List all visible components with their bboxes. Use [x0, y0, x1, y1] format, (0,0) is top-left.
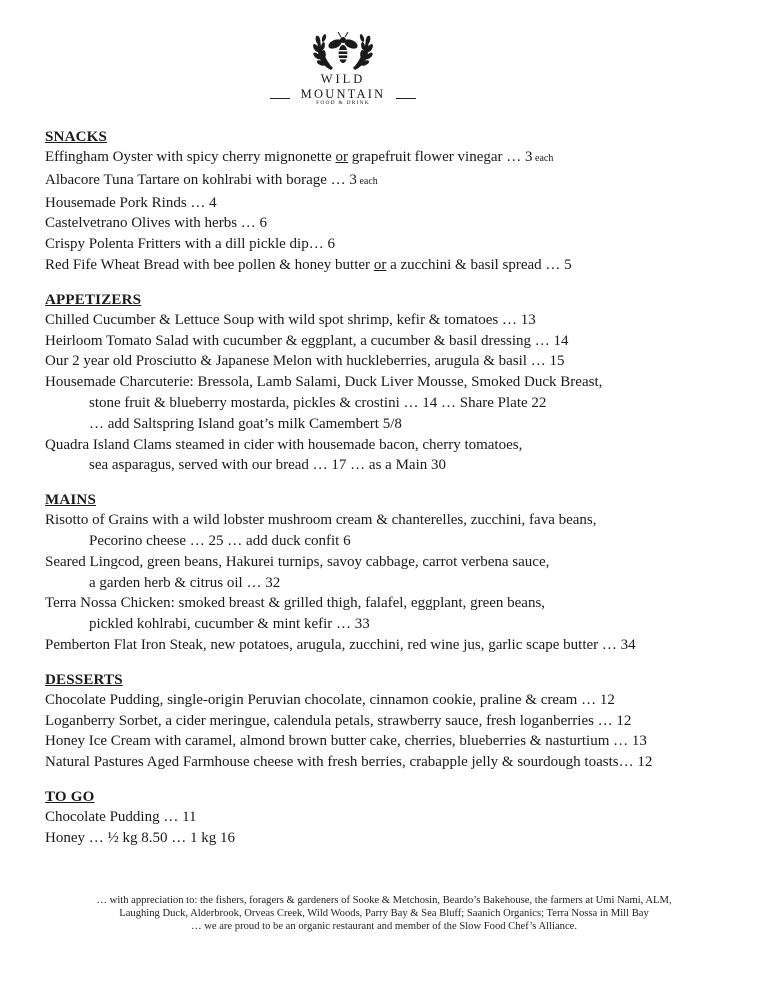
bee-wreath-icon [311, 30, 375, 72]
menu-item: Our 2 year old Prosciutto & Japanese Melon with huckleberries, arugula & basil … 15 [45, 353, 565, 370]
menu-item-continuation: Pecorino cheese … 25 … add duck confit 6 [89, 532, 351, 549]
section-appetizers [45, 290, 745, 476]
logo-rule-left [270, 98, 290, 99]
item-each: each [356, 175, 378, 187]
section-mains [45, 490, 745, 656]
logo-line-wild: WILD [320, 72, 366, 86]
menu-item: Crispy Polenta Fritters with a dill pickle dip… 6 [45, 236, 335, 253]
logo-line-mountain: MOUNTAIN [300, 87, 386, 101]
item-text-rest: grapefruit flower vinegar … 3 [348, 149, 533, 165]
section-heading: APPETIZERS [45, 291, 142, 308]
item-text: Albacore Tuna Tartare on kohlrabi with borage … 3 [45, 171, 357, 188]
menu-item-continuation: stone fruit & blueberry mostarda, pickles & crostini … 14 … Share Plate 22 [89, 394, 547, 411]
menu-item: Housemade Pork Rinds … 4 [45, 194, 217, 211]
menu-item: Honey … ½ kg 8.50 … 1 kg 16 [45, 829, 235, 846]
footer-acknowledgements [40, 894, 728, 933]
menu-item: Housemade Charcuterie: Bressola, Lamb Salami, Duck Liver Mousse, Smoked Duck Breast, [45, 374, 603, 391]
logo-line-food-drink: FOOD & DRINK [316, 100, 370, 106]
menu-item [45, 170, 745, 193]
menu-item: Natural Pastures Aged Farmhouse cheese with fresh berries, crabapple jelly & sourdough toasts… 12 [45, 754, 653, 771]
menu-item: Chocolate Pudding, single-origin Peruvian chocolate, cinnamon cookie, praline & cream … 12 [45, 691, 615, 708]
menu-item: Castelvetrano Olives with herbs … 6 [45, 215, 268, 232]
menu-item-continuation: pickled kohlrabi, cucumber & mint kefir … 33 [89, 616, 370, 633]
item-each: each [532, 153, 554, 164]
menu-body [45, 127, 745, 863]
section-heading: TO GO [45, 788, 95, 805]
item-text: Effingham Oyster with spicy cherry mignonette [45, 149, 336, 165]
footer-line: … we are proud to be an organic restaurant and member of the Slow Food Chef’s Alliance. [190, 921, 578, 932]
menu-item: Chocolate Pudding … 11 [45, 808, 197, 825]
item-or: or [373, 256, 387, 273]
section-heading: DESSERTS [45, 671, 123, 688]
item-text: Red Fife Wheat Bread with bee pollen & honey butter [45, 256, 374, 273]
menu-item-continuation: sea asparagus, served with our bread … 17 … as a Main 30 [89, 457, 446, 474]
logo-mountain-row [268, 85, 418, 99]
menu-item: Quadra Island Clams steamed in cider with housemade bacon, cherry tomatoes, [45, 436, 523, 453]
section-heading: SNACKS [45, 129, 108, 145]
section-snacks [45, 127, 745, 276]
section-desserts [45, 670, 745, 773]
section-heading: MAINS [45, 492, 97, 509]
section-to-go [45, 787, 745, 849]
restaurant-logo [268, 30, 418, 110]
item-or: or [335, 149, 348, 165]
menu-item-continuation: … add Saltspring Island goat’s milk Camembert 5/8 [89, 415, 402, 432]
footer-line: … with appreciation to: the fishers, foragers & gardeners of Sooke & Metchosin, Beardo’s Bakehouse, the farmers at Umi Nami, ALM, [96, 895, 672, 906]
menu-item: Honey Ice Cream with caramel, almond brown butter cake, cherries, blueberries & nasturtium … 13 [45, 733, 647, 750]
menu-item [45, 255, 745, 276]
footer-line: Laughing Duck, Alderbrook, Orveas Creek, Wild Woods, Parry Bay & Sea Bluff; Saanich Organics; Terra Nossa in Mill Bay [119, 908, 649, 919]
menu-item: Seared Lingcod, green beans, Hakurei turnips, savoy cabbage, carrot verbena sauce, [45, 553, 550, 570]
menu-item: Chilled Cucumber & Lettuce Soup with wild spot shrimp, kefir & tomatoes … 13 [45, 311, 536, 328]
menu-item: Loganberry Sorbet, a cider meringue, calendula petals, strawberry sauce, fresh loganberries … 12 [45, 712, 632, 729]
menu-item [45, 147, 745, 170]
menu-item: Terra Nossa Chicken: smoked breast & grilled thigh, falafel, eggplant, green beans, [45, 595, 546, 612]
menu-item: Pemberton Flat Iron Steak, new potatoes, arugula, zucchini, red wine jus, garlic scape butter … 34 [45, 636, 636, 653]
menu-item: Risotto of Grains with a wild lobster mushroom cream & chanterelles, zucchini, fava beans, [45, 512, 597, 529]
item-text-rest: a zucchini & basil spread … 5 [386, 256, 572, 273]
menu-item: Heirloom Tomato Salad with cucumber & eggplant, a cucumber & basil dressing … 14 [45, 332, 569, 349]
menu-item-continuation: a garden herb & citrus oil … 32 [89, 574, 281, 591]
logo-rule-right [396, 98, 416, 99]
